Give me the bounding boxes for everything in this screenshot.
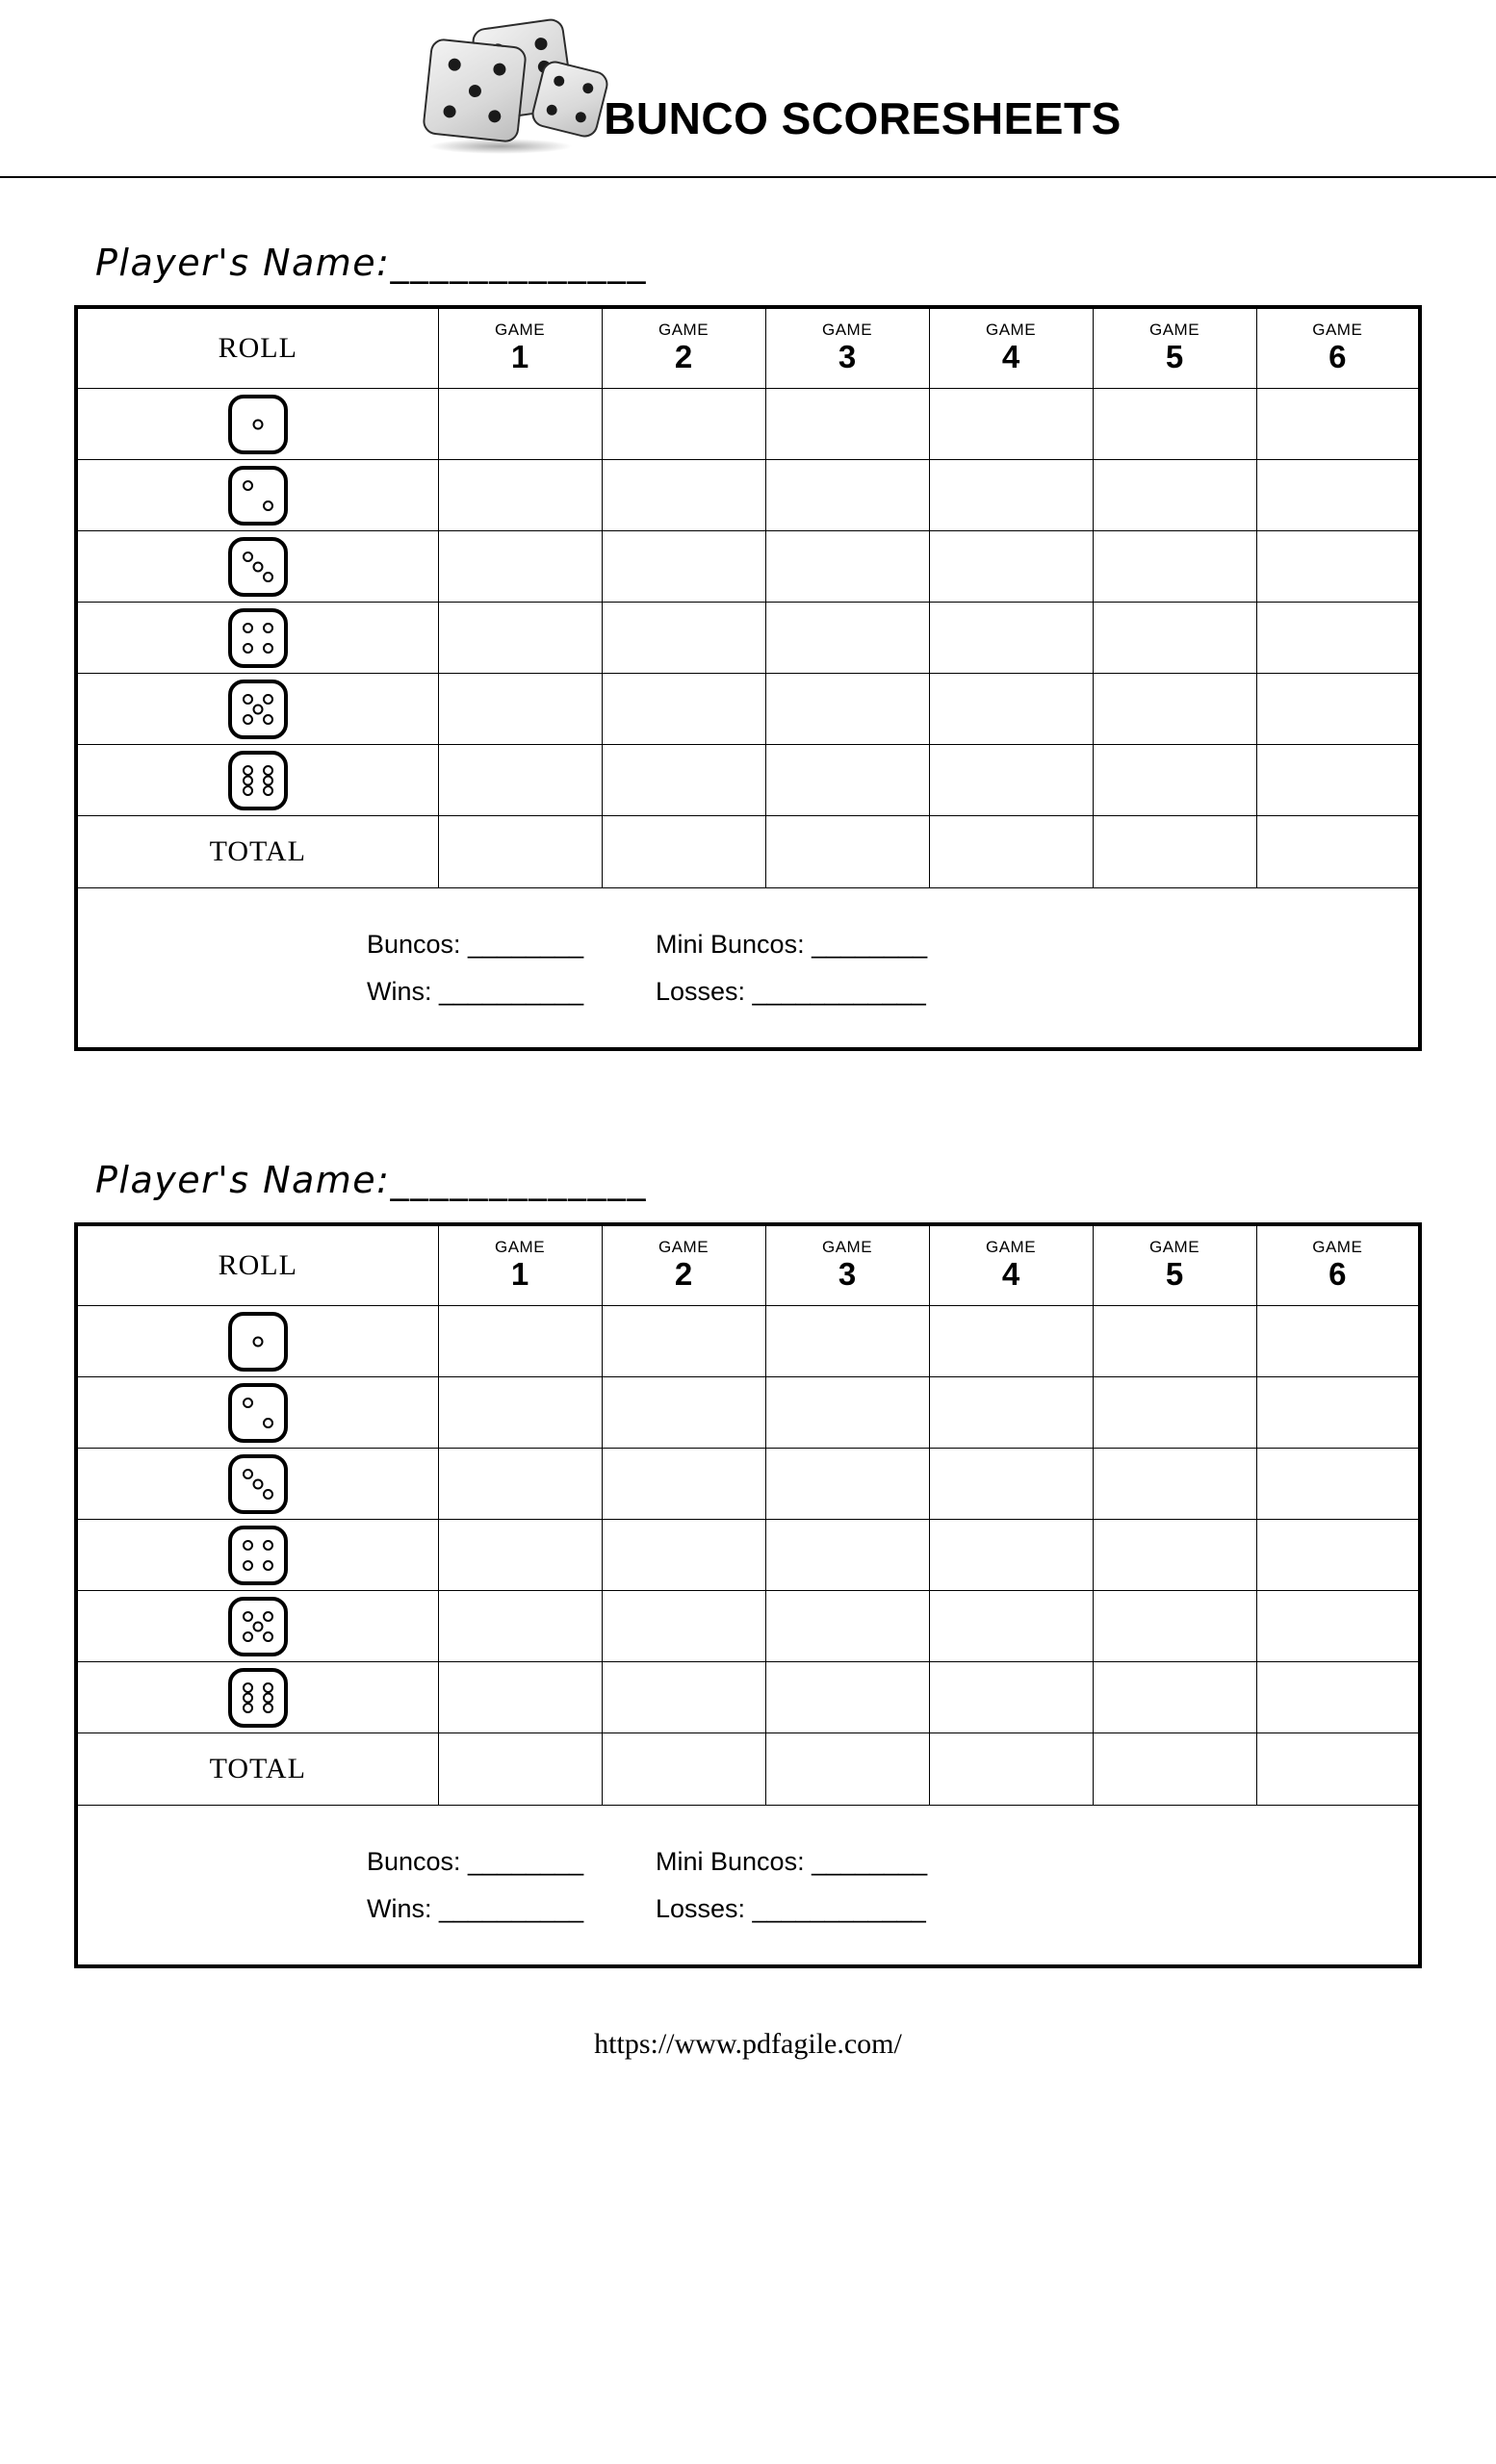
die-six-icon [228, 751, 288, 810]
game-header-5 [1093, 307, 1256, 389]
game-word-1: GAME [494, 320, 546, 339]
die-cell-6 [76, 1662, 438, 1733]
score-cell[interactable] [765, 745, 929, 816]
total-label: TOTAL [209, 1753, 306, 1784]
score-cell[interactable] [929, 1449, 1093, 1520]
game-header-1 [438, 1224, 602, 1306]
score-cell[interactable] [929, 460, 1093, 531]
total-label: TOTAL [209, 835, 306, 867]
die-five-icon [228, 1597, 288, 1656]
score-cell[interactable] [602, 531, 765, 603]
roll-header-label: ROLL [218, 332, 297, 364]
table-row [76, 460, 1420, 531]
total-cell[interactable] [1256, 816, 1420, 888]
game-header-6 [1256, 1224, 1420, 1306]
total-cell[interactable] [929, 1733, 1093, 1806]
dice-right [529, 59, 611, 141]
score-cell[interactable] [1256, 674, 1420, 745]
score-cell[interactable] [438, 389, 602, 460]
scoresheet-2 [74, 1159, 1422, 1968]
die-cell-4 [76, 1520, 438, 1591]
score-cell[interactable] [1256, 1306, 1420, 1377]
player-name-line-2[interactable]: Player's Name:_____________ [95, 1159, 647, 1201]
score-cell[interactable] [438, 1306, 602, 1377]
total-cell[interactable] [1093, 816, 1256, 888]
game-word-6: GAME [1312, 320, 1363, 339]
score-cell[interactable] [765, 1306, 929, 1377]
total-cell[interactable] [1093, 1733, 1256, 1806]
game-word-2: GAME [658, 320, 709, 339]
footer-url[interactable]: https://www.pdfagile.com/ [594, 2028, 902, 2060]
roll-header-label: ROLL [218, 1249, 297, 1281]
score-cell[interactable] [602, 1520, 765, 1591]
game-header-4 [929, 307, 1093, 389]
page-title: BUNCO SCORESHEETS [604, 93, 1122, 143]
roll-header-cell [76, 1224, 438, 1306]
die-cell-1 [76, 389, 438, 460]
game-header-3 [765, 1224, 929, 1306]
die-three-icon [228, 1454, 288, 1514]
score-cell[interactable] [765, 603, 929, 674]
game-word-6: GAME [1312, 1237, 1363, 1256]
roll-header-cell [76, 307, 438, 389]
die-cell-4 [76, 603, 438, 674]
game-header-4 [929, 1224, 1093, 1306]
score-cell[interactable] [929, 1662, 1093, 1733]
score-cell[interactable] [1256, 1377, 1420, 1449]
page-header [0, 0, 1496, 178]
score-cell[interactable] [929, 674, 1093, 745]
die-cell-2 [76, 460, 438, 531]
score-cell[interactable] [765, 1520, 929, 1591]
game-word-2: GAME [658, 1237, 709, 1256]
score-cell[interactable] [438, 745, 602, 816]
table-row [76, 603, 1420, 674]
header-divider [0, 176, 1496, 178]
score-cell[interactable] [1093, 460, 1256, 531]
score-cell[interactable] [929, 389, 1093, 460]
score-cell[interactable] [1256, 531, 1420, 603]
score-cell[interactable] [1093, 1449, 1256, 1520]
score-cell[interactable] [1256, 1591, 1420, 1662]
score-cell[interactable] [1093, 1306, 1256, 1377]
score-cell[interactable] [602, 1306, 765, 1377]
score-cell[interactable] [1256, 745, 1420, 816]
score-cell[interactable] [929, 531, 1093, 603]
table-row [76, 1449, 1420, 1520]
score-cell[interactable] [1093, 603, 1256, 674]
die-cell-5 [76, 1591, 438, 1662]
die-three-icon [228, 537, 288, 597]
game-word-4: GAME [985, 1237, 1037, 1256]
die-two-icon [228, 1383, 288, 1443]
score-cell[interactable] [602, 603, 765, 674]
die-four-icon [228, 608, 288, 668]
total-row [76, 1733, 1420, 1806]
scoresheet-1 [74, 242, 1422, 1051]
table-row [76, 1591, 1420, 1662]
score-cell[interactable] [438, 531, 602, 603]
game-number-3: 3 [838, 339, 857, 375]
score-cell[interactable] [438, 1377, 602, 1449]
table-row [76, 1662, 1420, 1733]
game-word-5: GAME [1148, 1237, 1200, 1256]
score-cell[interactable] [438, 674, 602, 745]
tally-cell [76, 1806, 1420, 1967]
table-row [76, 389, 1420, 460]
score-cell[interactable] [1093, 389, 1256, 460]
tally-row [76, 1806, 1420, 1967]
score-cell[interactable] [438, 603, 602, 674]
die-cell-5 [76, 674, 438, 745]
tally-cell [76, 888, 1420, 1050]
game-header-5 [1093, 1224, 1256, 1306]
total-cell[interactable] [438, 816, 602, 888]
score-cell[interactable] [1093, 674, 1256, 745]
score-cell[interactable] [602, 1377, 765, 1449]
die-five-icon [228, 680, 288, 739]
wins-field[interactable]: Wins: __________ [367, 1893, 584, 1923]
score-cell[interactable] [1256, 1662, 1420, 1733]
score-cell[interactable] [765, 1591, 929, 1662]
score-cell[interactable] [765, 389, 929, 460]
game-word-1: GAME [494, 1237, 546, 1256]
score-cell[interactable] [765, 1449, 929, 1520]
game-header-3 [765, 307, 929, 389]
die-cell-2 [76, 1377, 438, 1449]
score-table-1 [74, 305, 1422, 1051]
score-cell[interactable] [438, 460, 602, 531]
total-cell[interactable] [765, 816, 929, 888]
game-number-1: 1 [510, 339, 529, 375]
game-number-6: 6 [1328, 1256, 1347, 1293]
player-name-line-1[interactable]: Player's Name:_____________ [95, 242, 647, 284]
score-cell[interactable] [1093, 1662, 1256, 1733]
score-cell[interactable] [1093, 531, 1256, 603]
score-cell[interactable] [765, 1662, 929, 1733]
mini-buncos-field[interactable]: Mini Buncos: ________ [656, 929, 928, 959]
game-number-2: 2 [674, 1256, 693, 1293]
score-cell[interactable] [438, 1520, 602, 1591]
die-one-icon [228, 1312, 288, 1372]
score-cell[interactable] [602, 389, 765, 460]
score-cell[interactable] [438, 1449, 602, 1520]
die-cell-6 [76, 745, 438, 816]
total-row [76, 816, 1420, 888]
table-row [76, 745, 1420, 816]
score-cell[interactable] [765, 531, 929, 603]
score-cell[interactable] [602, 1662, 765, 1733]
game-word-3: GAME [821, 320, 873, 339]
total-cell[interactable] [765, 1733, 929, 1806]
total-cell[interactable] [1256, 1733, 1420, 1806]
score-cell[interactable] [929, 745, 1093, 816]
table-row [76, 531, 1420, 603]
score-cell[interactable] [602, 460, 765, 531]
score-cell[interactable] [929, 1377, 1093, 1449]
die-two-icon [228, 466, 288, 526]
die-four-icon [228, 1526, 288, 1585]
score-cell[interactable] [765, 674, 929, 745]
score-table-2 [74, 1222, 1422, 1968]
score-cell[interactable] [438, 1662, 602, 1733]
sheet-separator [0, 1051, 1496, 1159]
losses-field[interactable]: Losses: ____________ [656, 1893, 926, 1923]
total-label-cell [76, 1733, 438, 1806]
die-cell-3 [76, 1449, 438, 1520]
table-row [76, 1306, 1420, 1377]
game-word-3: GAME [821, 1237, 873, 1256]
game-header-1 [438, 307, 602, 389]
total-cell[interactable] [602, 1733, 765, 1806]
die-six-icon [228, 1668, 288, 1728]
dice-front [422, 38, 528, 143]
buncos-field[interactable]: Buncos: ________ [367, 1846, 584, 1876]
score-cell[interactable] [929, 603, 1093, 674]
score-cell[interactable] [765, 460, 929, 531]
total-label-cell [76, 816, 438, 888]
total-cell[interactable] [602, 816, 765, 888]
score-cell[interactable] [602, 745, 765, 816]
score-cell[interactable] [602, 674, 765, 745]
die-one-icon [228, 395, 288, 454]
table-row [76, 1520, 1420, 1591]
score-cell[interactable] [929, 1591, 1093, 1662]
score-cell[interactable] [765, 1377, 929, 1449]
score-cell[interactable] [438, 1591, 602, 1662]
game-number-5: 5 [1165, 339, 1184, 375]
game-number-4: 4 [1001, 339, 1020, 375]
game-number-6: 6 [1328, 339, 1347, 375]
wins-field[interactable]: Wins: __________ [367, 976, 584, 1006]
game-header-2 [602, 1224, 765, 1306]
score-cell[interactable] [929, 1520, 1093, 1591]
score-cell[interactable] [1256, 1449, 1420, 1520]
score-cell[interactable] [1093, 1377, 1256, 1449]
score-cell[interactable] [1256, 389, 1420, 460]
game-number-1: 1 [510, 1256, 529, 1293]
score-cell[interactable] [602, 1591, 765, 1662]
game-header-2 [602, 307, 765, 389]
score-cell[interactable] [1256, 1520, 1420, 1591]
game-word-4: GAME [985, 320, 1037, 339]
tally-row [76, 888, 1420, 1050]
game-word-5: GAME [1148, 320, 1200, 339]
score-cell[interactable] [602, 1449, 765, 1520]
game-number-3: 3 [838, 1256, 857, 1293]
game-number-2: 2 [674, 339, 693, 375]
score-cell[interactable] [929, 1306, 1093, 1377]
die-cell-1 [76, 1306, 438, 1377]
buncos-field[interactable]: Buncos: ________ [367, 929, 584, 959]
total-cell[interactable] [438, 1733, 602, 1806]
total-cell[interactable] [929, 816, 1093, 888]
table-header-row [76, 307, 1420, 389]
score-cell[interactable] [1256, 460, 1420, 531]
die-cell-3 [76, 531, 438, 603]
score-cell[interactable] [1256, 603, 1420, 674]
mini-buncos-field[interactable]: Mini Buncos: ________ [656, 1846, 928, 1876]
table-header-row [76, 1224, 1420, 1306]
table-row [76, 674, 1420, 745]
game-number-5: 5 [1165, 1256, 1184, 1293]
score-cell[interactable] [1093, 1591, 1256, 1662]
game-header-6 [1256, 307, 1420, 389]
game-number-4: 4 [1001, 1256, 1020, 1293]
score-cell[interactable] [1093, 1520, 1256, 1591]
score-cell[interactable] [1093, 745, 1256, 816]
losses-field[interactable]: Losses: ____________ [656, 976, 926, 1006]
dice-icon [413, 15, 586, 160]
table-row [76, 1377, 1420, 1449]
